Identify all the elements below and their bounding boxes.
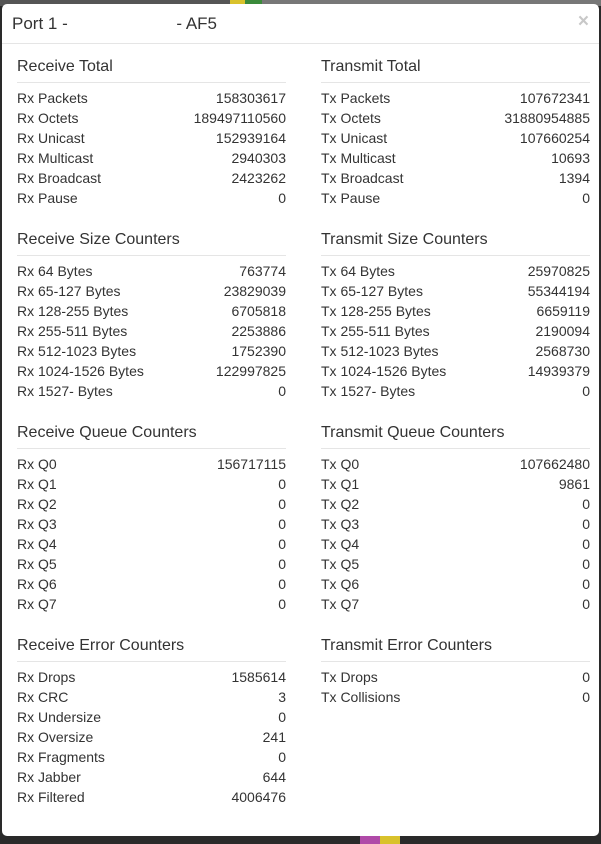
counter-label: Tx 1527- Bytes: [321, 383, 416, 399]
counter-label: Rx 1527- Bytes: [17, 383, 113, 399]
counter-value: 0: [278, 749, 286, 765]
left-section-3: [17, 635, 286, 807]
counter-list: [321, 256, 590, 401]
section-heading: Transmit Total: [321, 56, 590, 83]
counter-label: Tx 65-127 Bytes: [321, 283, 423, 299]
counter-row: [17, 261, 286, 281]
left-section-1: [17, 229, 286, 401]
modal-header: [2, 4, 599, 44]
counter-list: [17, 83, 286, 208]
counter-row: [321, 168, 590, 188]
counter-label: Tx Broadcast: [321, 170, 404, 186]
counter-value: 0: [582, 669, 590, 685]
counter-label: Rx CRC: [17, 689, 69, 705]
counter-label: Rx Jabber: [17, 769, 81, 785]
counter-value: 0: [582, 383, 590, 399]
counter-label: Tx Unicast: [321, 130, 388, 146]
counter-row: [17, 321, 286, 341]
counter-value: 2190094: [535, 323, 590, 339]
counter-value: 0: [278, 556, 286, 572]
counter-label: Rx Octets: [17, 110, 79, 126]
right-section-3: [321, 635, 590, 707]
counter-value: 0: [582, 556, 590, 572]
counter-label: Rx 65-127 Bytes: [17, 283, 121, 299]
counter-label: Tx Multicast: [321, 150, 396, 166]
counter-value: 4006476: [231, 789, 286, 805]
counter-label: Rx Q4: [17, 536, 57, 552]
counter-row: [321, 108, 590, 128]
counter-value: 3: [278, 689, 286, 705]
counter-value: 158303617: [215, 90, 286, 106]
counter-value: 0: [582, 689, 590, 705]
counter-label: Rx Multicast: [17, 150, 94, 166]
counter-row: [321, 687, 590, 707]
counter-label: Rx Broadcast: [17, 170, 102, 186]
counter-value: 107662480: [519, 456, 590, 472]
counter-value: 6705818: [231, 303, 286, 319]
counter-row: [321, 281, 590, 301]
right-section-1: [321, 229, 590, 401]
counter-list: [17, 449, 286, 614]
counter-row: [17, 594, 286, 614]
counter-value: 1585614: [231, 669, 286, 685]
counter-row: [17, 301, 286, 321]
counter-row: [17, 188, 286, 208]
counter-value: 14939379: [527, 363, 590, 379]
counter-row: [17, 747, 286, 767]
counter-row: [321, 148, 590, 168]
counter-value: 0: [278, 536, 286, 552]
counter-row: [321, 534, 590, 554]
counter-row: [321, 381, 590, 401]
counter-value: 25970825: [527, 263, 590, 279]
counter-label: Tx Collisions: [321, 689, 401, 705]
counter-label: Rx Q5: [17, 556, 57, 572]
counter-label: Rx 128-255 Bytes: [17, 303, 129, 319]
counter-row: [321, 321, 590, 341]
counter-value: 2253886: [231, 323, 286, 339]
port-stats-modal: [2, 4, 599, 836]
counter-value: 0: [582, 190, 590, 206]
counter-label: Tx 512-1023 Bytes: [321, 343, 439, 359]
counter-label: Rx Q1: [17, 476, 57, 492]
counter-label: Tx Octets: [321, 110, 381, 126]
counter-value: 644: [262, 769, 286, 785]
counter-value: 0: [582, 536, 590, 552]
section-heading: Receive Error Counters: [17, 635, 286, 662]
counter-row: [17, 707, 286, 727]
counter-row: [17, 454, 286, 474]
counter-row: [321, 188, 590, 208]
counter-row: [321, 88, 590, 108]
counter-row: [17, 767, 286, 787]
counter-row: [17, 361, 286, 381]
counter-row: [17, 534, 286, 554]
counter-label: Tx Packets: [321, 90, 391, 106]
counter-label: Rx Filtered: [17, 789, 85, 805]
right-section-2: [321, 422, 590, 614]
section-heading: Receive Size Counters: [17, 229, 286, 256]
counter-label: Rx Unicast: [17, 130, 85, 146]
counter-list: [321, 449, 590, 614]
counter-row: [321, 128, 590, 148]
counter-value: 2940303: [231, 150, 286, 166]
counter-row: [321, 494, 590, 514]
counter-row: [17, 554, 286, 574]
counter-value: 0: [278, 476, 286, 492]
counter-value: 152939164: [215, 130, 286, 146]
counter-row: [321, 361, 590, 381]
counter-value: 10693: [551, 150, 590, 166]
counter-row: [17, 168, 286, 188]
counter-row: [321, 667, 590, 687]
counter-label: Rx 1024-1526 Bytes: [17, 363, 144, 379]
close-icon[interactable]: ×: [577, 11, 589, 32]
counter-row: [321, 261, 590, 281]
counter-label: Rx Fragments: [17, 749, 105, 765]
counter-label: Rx Q3: [17, 516, 57, 532]
counter-row: [321, 554, 590, 574]
counter-value: 0: [278, 709, 286, 725]
counter-value: 0: [278, 190, 286, 206]
counter-row: [17, 727, 286, 747]
counter-value: 156717115: [216, 456, 286, 472]
counter-value: 0: [278, 516, 286, 532]
counter-row: [17, 514, 286, 534]
counter-label: Rx Q6: [17, 576, 57, 592]
section-heading: Receive Queue Counters: [17, 422, 286, 449]
counter-row: [321, 341, 590, 361]
counter-value: 107660254: [519, 130, 590, 146]
counter-value: 0: [582, 516, 590, 532]
counter-row: [17, 341, 286, 361]
counter-label: Rx Packets: [17, 90, 88, 106]
counter-row: [17, 574, 286, 594]
counter-label: Rx Q7: [17, 596, 57, 612]
counter-label: Rx Oversize: [17, 729, 94, 745]
counter-value: 189497110560: [193, 110, 286, 126]
counter-label: Tx Q0: [321, 456, 360, 472]
counter-label: Tx 255-511 Bytes: [321, 323, 430, 339]
left-section-2: [17, 422, 286, 614]
counter-label: Rx 512-1023 Bytes: [17, 343, 137, 359]
counter-label: Rx Drops: [17, 669, 76, 685]
counter-row: [17, 667, 286, 687]
counter-label: Rx 255-511 Bytes: [17, 323, 128, 339]
counter-row: [17, 687, 286, 707]
modal-title: Port 1 - - AF5: [12, 14, 217, 33]
counter-list: [321, 662, 590, 707]
counter-label: Tx Q3: [321, 516, 360, 532]
counter-value: 9861: [558, 476, 590, 492]
section-heading: Transmit Size Counters: [321, 229, 590, 256]
counter-label: Tx Q2: [321, 496, 360, 512]
counter-value: 0: [582, 596, 590, 612]
counter-label: Tx Q1: [321, 476, 360, 492]
counter-row: [17, 108, 286, 128]
right-section-0: [321, 56, 590, 208]
counter-value: 0: [582, 496, 590, 512]
counter-label: Rx Q2: [17, 496, 57, 512]
counter-value: 122997825: [215, 363, 286, 379]
counter-value: 107672341: [519, 90, 590, 106]
counter-label: Tx Q7: [321, 596, 360, 612]
counter-list: [17, 256, 286, 401]
counter-row: [17, 381, 286, 401]
counter-row: [17, 281, 286, 301]
counter-value: 0: [582, 576, 590, 592]
counter-row: [17, 494, 286, 514]
counter-list: [17, 662, 286, 807]
counter-value: 2423262: [231, 170, 286, 186]
section-heading: Transmit Queue Counters: [321, 422, 590, 449]
counter-value: 2568730: [535, 343, 590, 359]
counter-label: Rx Undersize: [17, 709, 102, 725]
counter-list: [321, 83, 590, 208]
counter-value: 241: [262, 729, 286, 745]
counter-row: [321, 301, 590, 321]
counter-row: [17, 787, 286, 807]
counter-row: [321, 594, 590, 614]
counter-value: 763774: [239, 263, 286, 279]
counter-label: Tx Pause: [321, 190, 381, 206]
left-section-0: [17, 56, 286, 208]
section-heading: Receive Total: [17, 56, 286, 83]
counter-label: Rx 64 Bytes: [17, 263, 93, 279]
counter-value: 0: [278, 496, 286, 512]
counter-label: Tx 1024-1526 Bytes: [321, 363, 447, 379]
counter-value: 23829039: [223, 283, 286, 299]
counter-row: [17, 128, 286, 148]
counter-label: Tx Q5: [321, 556, 360, 572]
counter-label: Rx Q0: [17, 456, 57, 472]
counter-value: 1394: [558, 170, 590, 186]
counter-label: Rx Pause: [17, 190, 78, 206]
counter-value: 0: [278, 383, 286, 399]
counter-row: [17, 148, 286, 168]
counter-row: [321, 514, 590, 534]
counter-label: Tx Q4: [321, 536, 360, 552]
counter-value: 6659119: [536, 303, 590, 319]
counter-row: [321, 474, 590, 494]
counter-value: 0: [278, 596, 286, 612]
counter-label: Tx Q6: [321, 576, 360, 592]
counter-value: 1752390: [231, 343, 286, 359]
counter-value: 0: [278, 576, 286, 592]
counter-label: Tx Drops: [321, 669, 378, 685]
section-heading: Transmit Error Counters: [321, 635, 590, 662]
counter-value: 55344194: [527, 283, 590, 299]
counter-row: [17, 88, 286, 108]
counter-label: Tx 128-255 Bytes: [321, 303, 431, 319]
counter-label: Tx 64 Bytes: [321, 263, 395, 279]
counter-row: [321, 574, 590, 594]
counter-value: 31880954885: [504, 110, 590, 126]
counter-row: [17, 474, 286, 494]
counter-row: [321, 454, 590, 474]
